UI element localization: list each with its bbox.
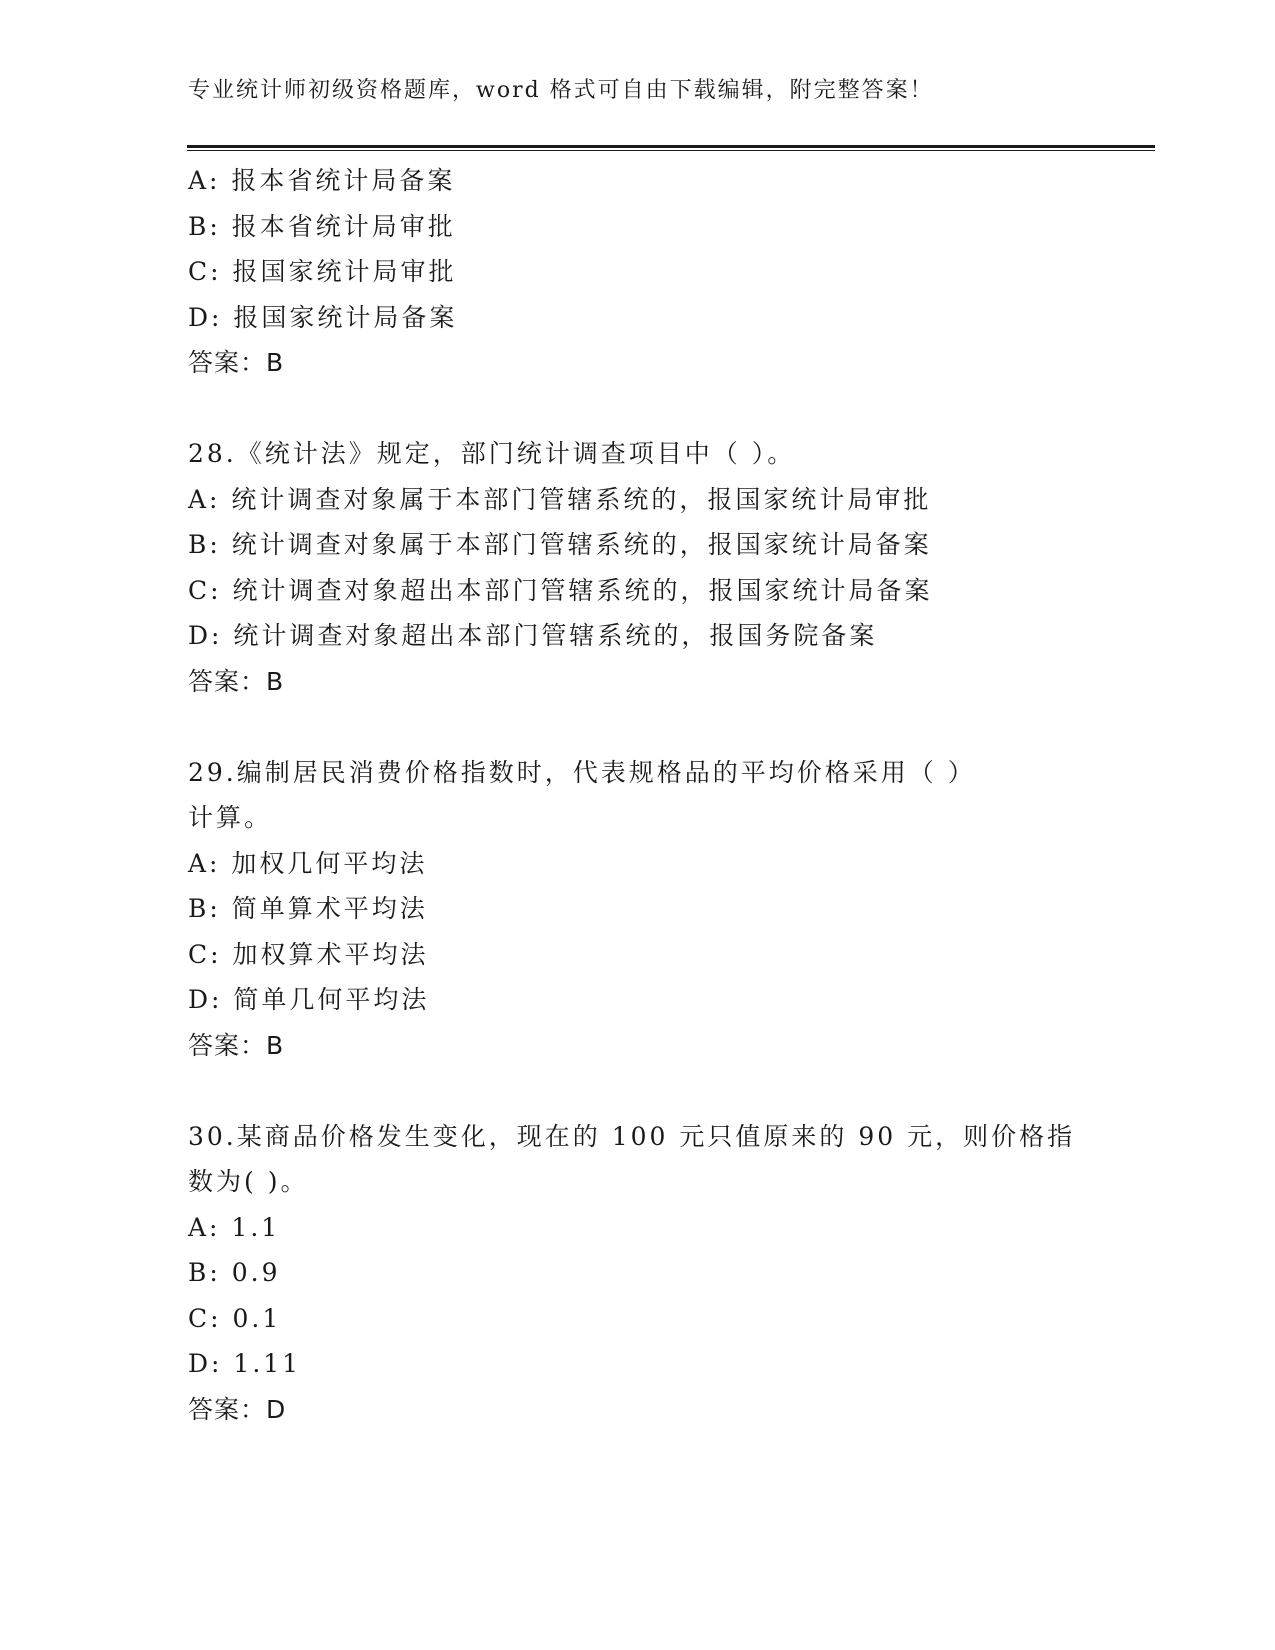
option-a: A: 1.1 bbox=[188, 1212, 281, 1242]
answer: 答案：B bbox=[188, 1030, 285, 1060]
spacer bbox=[188, 386, 1088, 432]
document-body bbox=[188, 158, 1088, 1432]
question-stem: 30.某商品价格发生变化，现在的 100 元只值原来的 90 元，则价格指 bbox=[188, 1121, 1076, 1151]
answer: 答案：B bbox=[188, 348, 285, 377]
answer: 答案：D bbox=[188, 1394, 287, 1424]
option-b: B: 简单算术平均法 bbox=[188, 894, 428, 923]
option-b: B: 0.9 bbox=[188, 1258, 281, 1287]
option-b: B: 统计调查对象属于本部门管辖系统的，报国家统计局备案 bbox=[188, 530, 932, 559]
page-header: 专业统计师初级资格题库，word 格式可自由下载编辑，附完整答案！ bbox=[188, 78, 934, 103]
question-30 bbox=[188, 1114, 1088, 1433]
spacer bbox=[188, 704, 1088, 750]
option-c: C: 0.1 bbox=[188, 1303, 282, 1333]
question-28 bbox=[188, 431, 1088, 704]
option-a: A: 统计调查对象属于本部门管辖系统的，报国家统计局审批 bbox=[188, 484, 932, 514]
answer: 答案：B bbox=[188, 666, 285, 696]
question-27-tail bbox=[188, 158, 1088, 386]
question-stem: 29.编制居民消费价格指数时，代表规格品的平均价格采用（ ） bbox=[188, 757, 976, 787]
question-stem-continued: 计算。 bbox=[188, 803, 273, 832]
option-c: C: 加权算术平均法 bbox=[188, 939, 429, 969]
option-d: D: 简单几何平均法 bbox=[188, 985, 430, 1014]
option-c: C: 报国家统计局审批 bbox=[188, 257, 457, 286]
option-d: D: 报国家统计局备案 bbox=[188, 302, 458, 332]
option-c: C: 统计调查对象超出本部门管辖系统的，报国家统计局备案 bbox=[188, 575, 933, 605]
option-d: D: 统计调查对象超出本部门管辖系统的，报国务院备案 bbox=[188, 621, 878, 650]
option-a: A: 加权几何平均法 bbox=[188, 848, 428, 878]
header-rule-thin bbox=[187, 150, 1155, 151]
question-29 bbox=[188, 750, 1088, 1069]
option-a: A: 报本省统计局备案 bbox=[188, 166, 456, 195]
header-rule bbox=[187, 145, 1155, 148]
spacer bbox=[188, 1068, 1088, 1114]
option-d: D: 1.11 bbox=[188, 1349, 302, 1378]
question-stem: 28.《统计法》规定，部门统计调查项目中（ ）。 bbox=[188, 439, 796, 468]
question-stem-continued: 数为( )。 bbox=[188, 1167, 309, 1196]
option-b: B: 报本省统计局审批 bbox=[188, 211, 456, 241]
